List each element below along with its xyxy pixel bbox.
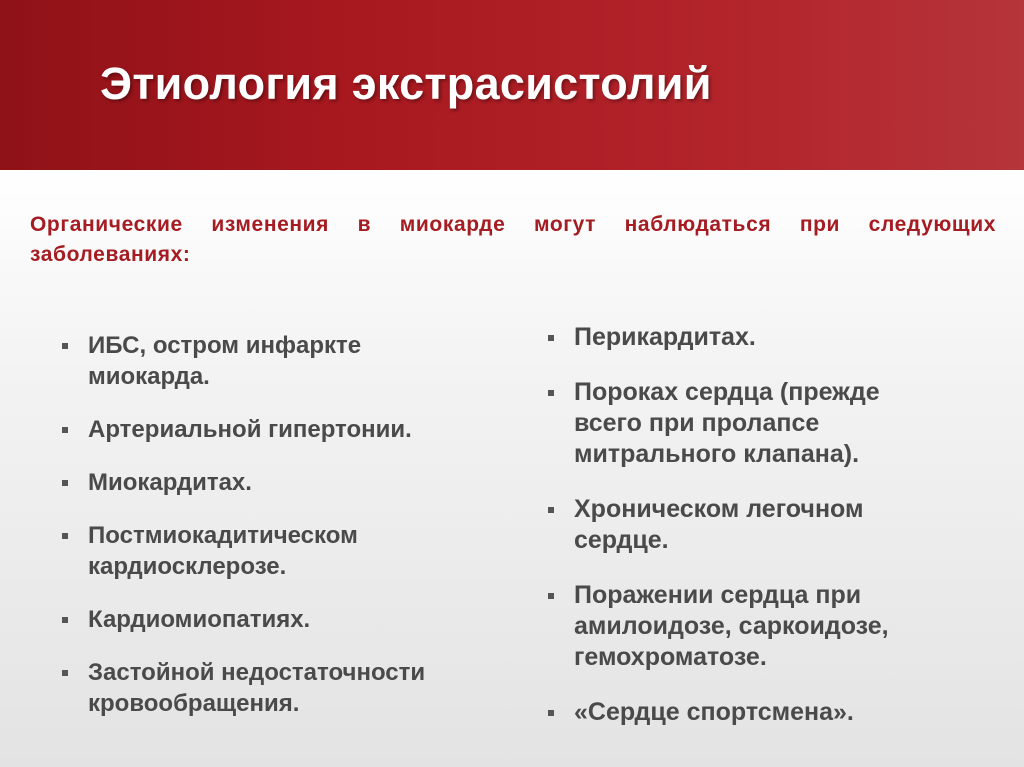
list-item-text: ИБС, остром инфаркте миокарда. bbox=[88, 332, 362, 390]
list-item bbox=[62, 657, 482, 719]
square-bullet-icon bbox=[62, 343, 68, 349]
square-bullet-icon bbox=[548, 593, 554, 599]
intro-text: Органические изменения в миокарде могут наблюдаться при следующих заболеваниях: bbox=[30, 213, 996, 266]
list-item-text: Постмиокадитическом кардиосклерозе. bbox=[88, 522, 358, 580]
list-item-text: Пороках сердца (прежде всего при пролапсе митрального клапана). bbox=[574, 378, 880, 468]
list-item-text: Застойной недостаточности кровообращения. bbox=[88, 659, 426, 717]
list-item bbox=[548, 377, 948, 470]
list-item-text: Кардиомиопатиях. bbox=[88, 606, 311, 633]
list-item bbox=[548, 580, 948, 673]
square-bullet-icon bbox=[62, 427, 68, 433]
square-bullet-icon bbox=[548, 335, 554, 341]
square-bullet-icon bbox=[62, 533, 68, 539]
right-bullet-list bbox=[548, 322, 948, 752]
list-item bbox=[62, 520, 482, 582]
square-bullet-icon bbox=[62, 670, 68, 676]
list-item bbox=[548, 322, 948, 353]
list-item bbox=[62, 414, 482, 445]
list-item-text: Хроническом легочном сердце. bbox=[574, 495, 864, 554]
list-item-text: Поражении сердца при амилоидозе, саркоидозе, гемохроматозе. bbox=[574, 581, 889, 671]
slide-title: Этиология экстрасистолий bbox=[100, 58, 712, 109]
square-bullet-icon bbox=[548, 507, 554, 513]
list-item bbox=[548, 494, 948, 556]
square-bullet-icon bbox=[62, 617, 68, 623]
list-item bbox=[62, 467, 482, 498]
list-item bbox=[62, 604, 482, 635]
square-bullet-icon bbox=[62, 480, 68, 486]
square-bullet-icon bbox=[548, 390, 554, 396]
list-item bbox=[62, 330, 482, 392]
square-bullet-icon bbox=[548, 710, 554, 716]
list-item-text: «Сердце спортсмена». bbox=[574, 698, 854, 726]
left-bullet-list bbox=[62, 330, 482, 741]
list-item-text: Миокардитах. bbox=[88, 469, 252, 496]
list-item-text: Артериальной гипертонии. bbox=[88, 416, 412, 443]
list-item-text: Перикардитах. bbox=[574, 323, 756, 351]
list-item bbox=[548, 697, 948, 728]
